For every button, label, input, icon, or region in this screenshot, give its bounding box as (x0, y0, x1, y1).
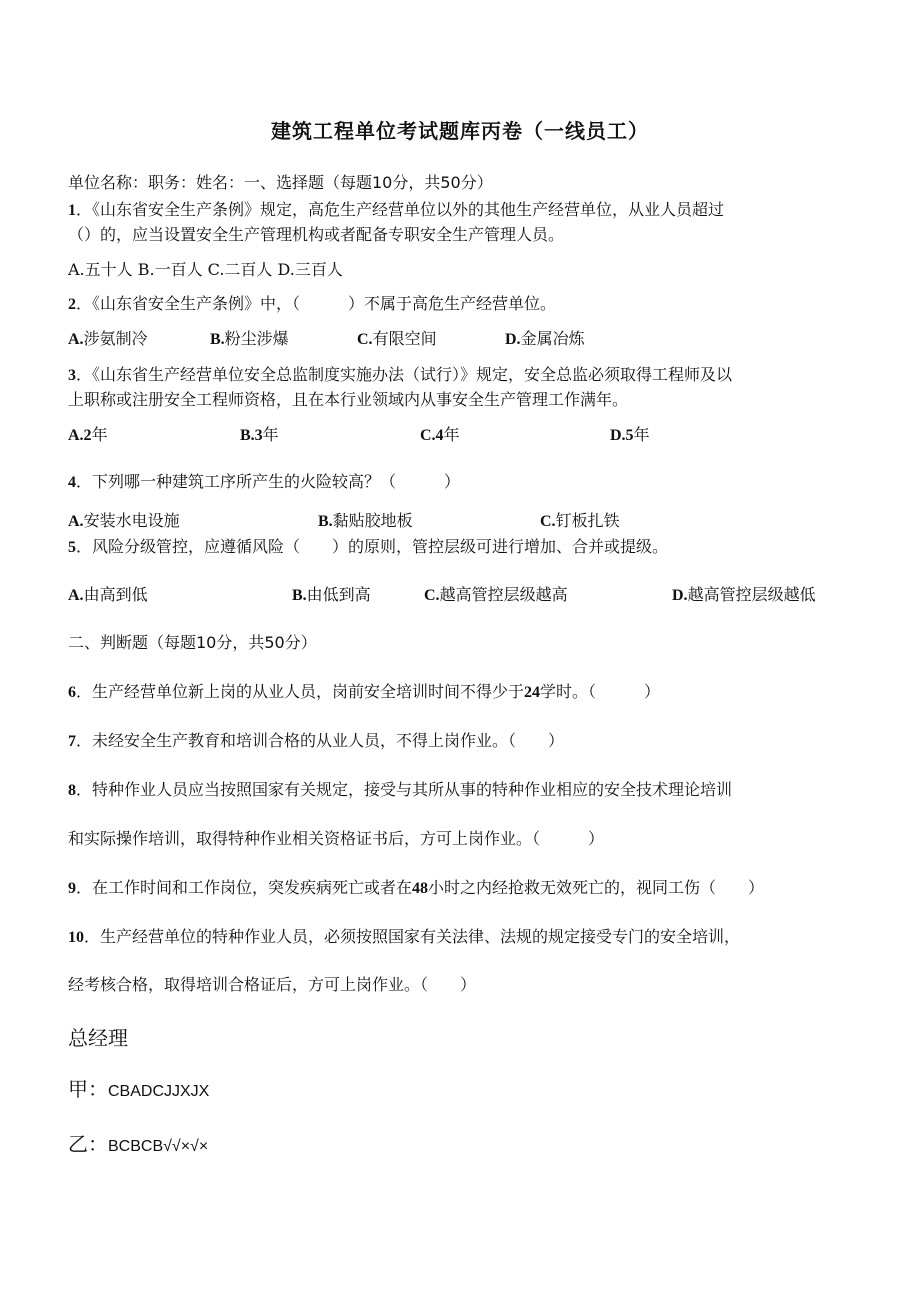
option-key: B.3 (240, 427, 263, 444)
question-1-line2: （）的，应当设置安全生产管理机构或者配备专职安全生产管理人员。 (68, 225, 565, 244)
answer-label: 乙： (68, 1132, 108, 1156)
answers-heading: 总经理 (68, 1026, 128, 1050)
section-2-heading: 二、判断题（每题10分，共50分） (68, 633, 317, 652)
option-key: A. (68, 587, 84, 604)
option-text: 年 (443, 425, 460, 444)
q3-option-b (240, 422, 279, 445)
answer-value: CBADCJJXJX (108, 1083, 210, 1100)
option-text: 黏贴胶地板 (332, 511, 413, 530)
question-4 (68, 469, 460, 492)
question-3-line2: 上职称或注册安全工程师资格，且在本行业领域内从事安全生产管理工作满年。 (68, 390, 629, 409)
q3-option-c (420, 422, 460, 445)
question-6 (68, 679, 660, 702)
q2-option-a (68, 326, 148, 349)
question-number: 1 (68, 202, 76, 219)
q5-option-b (292, 582, 371, 605)
question-text: ．《山东省安全生产条例》规定，高危生产经营单位以外的其他生产经营单位，从业人员超过 (76, 200, 725, 219)
question-1-options: A.五十人 B.一百人 C.二百人 D.三百人 (68, 260, 343, 279)
question-8-line1 (68, 777, 732, 800)
question-number: 9 (68, 880, 76, 897)
question-text: ．未经安全生产教育和培训合格的从业人员，不得上岗作业。（ ） (76, 731, 565, 750)
option-key: A. (68, 513, 84, 530)
option-key: B. (318, 513, 333, 530)
question-text: ．特种作业人员应当按照国家有关规定，接受与其所从事的特种作业相应的安全技术理论培训 (76, 780, 733, 799)
question-text: ．生产经营单位新上岗的从业人员，岗前安全培训时间不得少于 (76, 682, 525, 701)
q2-option-c (357, 326, 437, 349)
option-text: 有限空间 (372, 329, 437, 348)
answer-label: 甲： (68, 1077, 108, 1101)
question-number: 10 (68, 929, 84, 946)
option-key: A. (68, 331, 84, 348)
answer-jia (68, 1073, 209, 1102)
option-text: 越高管控层级越低 (687, 585, 816, 604)
question-3-line1 (68, 362, 732, 385)
option-text: 涉氨制冷 (83, 329, 148, 348)
question-1-line1 (68, 197, 724, 220)
question-7 (68, 728, 564, 751)
q3-option-a (68, 422, 108, 445)
answer-yi (68, 1128, 208, 1157)
question-number: 2 (68, 296, 76, 313)
option-text: 由低到高 (306, 585, 371, 604)
question-text: ．风险分级管控，应遵循风险（ ）的原则，管控层级可进行增加、合并或提级。 (76, 537, 669, 556)
option-key: B. (292, 587, 307, 604)
option-key: C. (357, 331, 373, 348)
option-text: 年 (262, 425, 279, 444)
question-text: ．下列哪一种建筑工序所产生的火险较高？（ ） (76, 472, 461, 491)
question-number: 5 (68, 539, 76, 556)
question-number: 6 (68, 684, 76, 701)
option-text: 年 (633, 425, 650, 444)
q3-option-d (610, 422, 650, 445)
q2-option-b (210, 326, 289, 349)
q2-option-d (505, 326, 585, 349)
question-9 (68, 875, 764, 898)
option-text: 由高到低 (83, 585, 148, 604)
option-text: 越高管控层级越高 (439, 585, 568, 604)
question-number-value: 48 (412, 880, 429, 897)
question-number-value: 24 (524, 684, 541, 701)
question-text: 学时。（ ） (540, 682, 661, 701)
question-number: 7 (68, 733, 76, 750)
q5-option-a (68, 582, 148, 605)
option-key: D. (505, 331, 521, 348)
option-key: B. (210, 331, 225, 348)
option-key: A.2 (68, 427, 92, 444)
q5-option-d (672, 582, 816, 605)
question-2 (68, 291, 556, 314)
option-text: 钉板扎铁 (555, 511, 620, 530)
header-line: 单位名称：职务：姓名：一、选择题（每题10分，共50分） (68, 173, 493, 192)
question-10-line1 (68, 924, 740, 947)
option-key: C. (424, 587, 440, 604)
q4-option-a (68, 508, 180, 531)
option-key: D.5 (610, 427, 634, 444)
option-text: 金属冶炼 (520, 329, 585, 348)
question-text: ．《山东省安全生产条例》中，（ ）不属于高危生产经营单位。 (76, 294, 557, 313)
question-text: 小时之内经抢救无效死亡的，视同工伤（ ） (428, 878, 765, 897)
question-number: 8 (68, 782, 76, 799)
option-key: D. (672, 587, 688, 604)
question-8-line2: 和实际操作培训，取得特种作业相关资格证书后，方可上岗作业。（ ） (68, 829, 605, 848)
option-text: 粉尘涉爆 (224, 329, 289, 348)
option-text: 安装水电设施 (83, 511, 180, 530)
page-title: 建筑工程单位考试题库丙卷（一线员工） (271, 119, 649, 143)
option-key: C.4 (420, 427, 444, 444)
question-text: ．生产经营单位的特种作业人员，必须按照国家有关法律、法规的规定接受专门的安全培训， (84, 927, 741, 946)
question-10-line2: 经考核合格，取得培训合格证后，方可上岗作业。（ ） (68, 975, 477, 994)
answer-value: BCBCB√√×√× (108, 1138, 209, 1155)
q4-option-c (540, 508, 620, 531)
question-5 (68, 534, 668, 557)
question-number: 4 (68, 474, 76, 491)
q5-option-c (424, 582, 568, 605)
option-text: 年 (91, 425, 108, 444)
question-number: 3 (68, 367, 76, 384)
question-text: ．《山东省生产经营单位安全总监制度实施办法（试行）》规定，安全总监必须取得工程师及以 (76, 365, 733, 384)
option-key: C. (540, 513, 556, 530)
question-text: ．在工作时间和工作岗位，突发疾病死亡或者在 (76, 878, 413, 897)
q4-option-b (318, 508, 413, 531)
